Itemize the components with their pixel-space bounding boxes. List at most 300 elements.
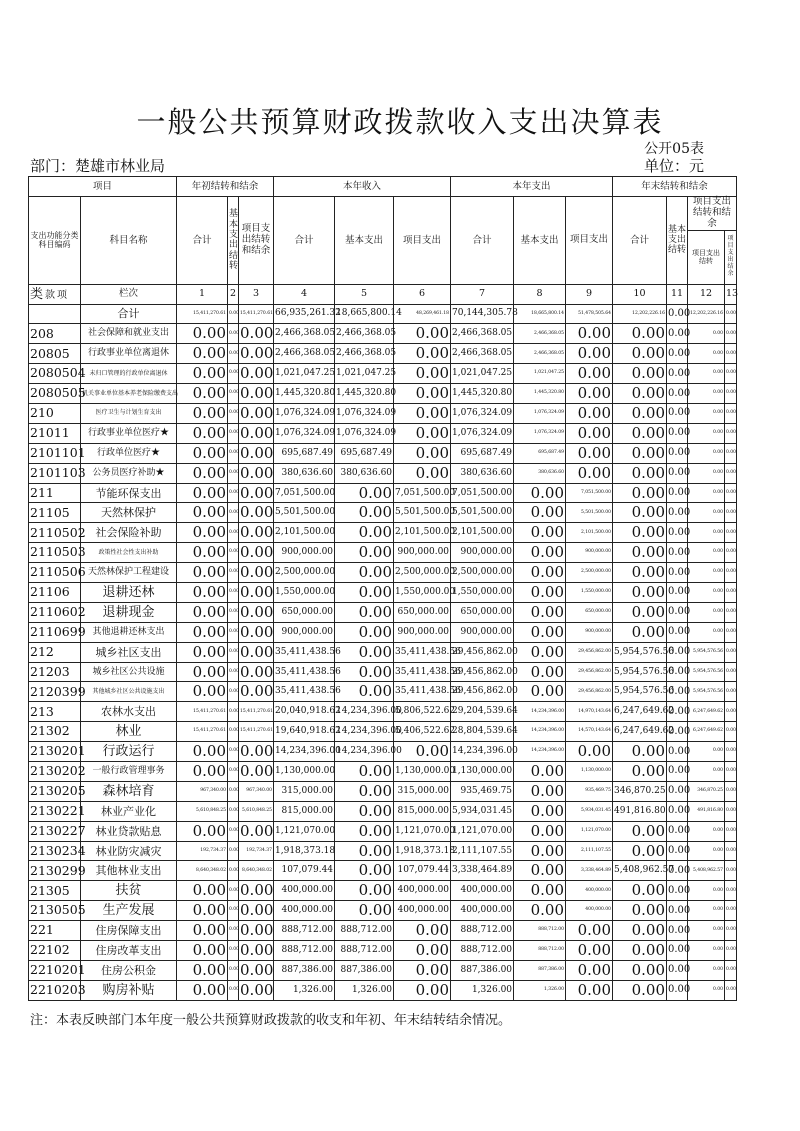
value-cell: 0.00 — [240, 563, 274, 582]
value-cell: 0.00 — [394, 921, 451, 941]
col-number: 6 — [394, 284, 451, 304]
value-cell: 0.00 — [667, 921, 688, 941]
subject-name: 行政单位医疗★ — [81, 443, 177, 463]
subject-name: 退耕现金 — [81, 602, 177, 622]
table-row — [29, 841, 737, 861]
col-number: 9 — [566, 284, 613, 304]
value-cell: 1,121,070.00 — [451, 821, 514, 841]
value-cell: 0.00 — [240, 602, 274, 621]
subject-name: 住房保障支出 — [81, 921, 177, 941]
value-cell: 0.00 — [240, 881, 274, 900]
value-cell: 0.00 — [228, 960, 239, 980]
subject-name: 行政运行 — [81, 742, 177, 762]
value-cell: 0.00 — [667, 563, 688, 583]
footnote: 注：本表反映部门本年度一般公共预算财政拨款的收支和年初、年末结转结余情况。 — [30, 1013, 512, 1028]
value-cell: 35,411,438.56 — [394, 662, 451, 682]
value-cell: 0.00 — [613, 841, 667, 861]
value-cell: 0.00 — [667, 602, 688, 622]
value-cell: 1,918,373.18 — [274, 841, 335, 861]
value-cell: 0.00 — [667, 762, 688, 782]
col-number: 5 — [335, 284, 394, 304]
value-cell: 0.00 — [177, 423, 228, 443]
table-row — [29, 702, 737, 722]
value-cell: 0.00 — [667, 781, 688, 801]
table-row — [29, 781, 737, 801]
value-cell: 0.00 — [240, 384, 274, 403]
value-cell: 0.00 — [667, 583, 688, 603]
value-cell: 0.00 — [228, 344, 239, 364]
unit-label: 单位：元 — [643, 157, 704, 175]
subject-code: 21305 — [29, 881, 81, 901]
value-cell: 0.00 — [667, 344, 688, 364]
value-cell: 0.00 — [613, 463, 667, 483]
value-cell: 5,934,031.45 — [451, 801, 514, 821]
value-cell: 0.00 — [613, 901, 667, 921]
table-row — [29, 821, 737, 841]
value-cell: 0.00 — [240, 980, 274, 999]
value-cell: 8,640,348.02 — [177, 861, 228, 881]
value-cell: 0.00 — [394, 344, 451, 364]
value-cell: 35,411,438.56 — [274, 682, 335, 702]
value-cell: 0.00 — [228, 602, 239, 622]
value-cell: 5,954,576.56 — [688, 682, 725, 702]
value-cell: 0.00 — [667, 941, 688, 961]
value-cell: 888,712.00 — [514, 941, 566, 961]
value-cell: 0.00 — [177, 742, 228, 762]
header-expenditure: 本年支出 — [451, 177, 613, 197]
value-cell: 0.00 — [240, 324, 274, 343]
value-cell: 2,466,368.05 — [451, 324, 514, 344]
value-cell: 2,101,500.00 — [394, 523, 451, 543]
value-cell: 0.00 — [335, 622, 394, 642]
value-cell: 0.00 — [394, 980, 451, 1000]
value-cell: 1,076,324.09 — [451, 423, 514, 443]
value-cell: 0.00 — [177, 543, 228, 563]
value-cell: 0.00 — [228, 781, 239, 801]
value-cell: 20,040,918.62 — [274, 702, 335, 722]
value-cell: 0.00 — [335, 801, 394, 821]
header-income-total: 合计 — [274, 196, 335, 284]
value-cell: 0.00 — [667, 463, 688, 483]
value-cell: 0.00 — [688, 384, 725, 404]
value-cell: 0.00 — [688, 364, 725, 384]
value-cell: 0.00 — [240, 423, 274, 442]
value-cell: 0.00 — [613, 324, 667, 344]
value-cell: 0.00 — [240, 960, 274, 979]
subject-code: 2080504 — [29, 364, 81, 384]
value-cell: 6,247,649.62 — [613, 702, 667, 722]
table-header — [29, 177, 737, 305]
value-cell: 15,411,270.61 — [239, 722, 274, 742]
value-cell: 0.00 — [725, 901, 737, 921]
subject-name: 行政事业单位医疗★ — [81, 423, 177, 443]
value-cell: 400,000.00 — [394, 901, 451, 921]
value-cell: 0.00 — [514, 821, 566, 841]
value-cell: 0.00 — [394, 941, 451, 961]
value-cell: 0.00 — [514, 483, 566, 503]
header-exp-project: 项目支出 — [566, 196, 613, 284]
value-cell: 0.00 — [240, 682, 274, 701]
value-cell: 0.00 — [335, 781, 394, 801]
header-levels: 类款项 — [29, 284, 81, 304]
subject-name: 天然林保护 — [81, 503, 177, 523]
table-row — [29, 801, 737, 821]
value-cell: 0.00 — [177, 941, 228, 961]
value-cell: 14,970,143.64 — [566, 702, 613, 722]
value-cell: 0.00 — [228, 622, 239, 642]
value-cell: 0.00 — [335, 821, 394, 841]
value-cell: 2,466,368.05 — [335, 324, 394, 344]
value-cell: 400,000.00 — [451, 901, 514, 921]
value-cell: 1,076,324.09 — [514, 423, 566, 443]
value-cell: 0.00 — [177, 960, 228, 980]
value-cell: 14,234,396.00 — [274, 742, 335, 762]
subject-code: 211 — [29, 483, 81, 503]
value-cell: 0.00 — [514, 781, 566, 801]
value-cell: 0.00 — [514, 662, 566, 682]
value-cell: 0.00 — [566, 921, 613, 941]
value-cell: 66,935,261.32 — [274, 304, 335, 324]
value-cell: 887,386.00 — [274, 960, 335, 980]
value-cell: 900,000.00 — [566, 543, 613, 563]
value-cell: 29,456,862.00 — [566, 682, 613, 702]
value-cell: 935,469.75 — [566, 781, 613, 801]
value-cell: 1,130,000.00 — [566, 762, 613, 782]
value-cell: 0.00 — [240, 821, 274, 840]
value-cell: 1,550,000.00 — [274, 583, 335, 603]
value-cell: 18,665,800.14 — [514, 304, 566, 324]
value-cell: 0.00 — [335, 563, 394, 583]
table-row — [29, 742, 737, 762]
col-number: 7 — [451, 284, 514, 304]
table-row — [29, 423, 737, 443]
value-cell: 70,144,305.78 — [451, 304, 514, 324]
subject-code: 2210201 — [29, 960, 81, 980]
value-cell: 0.00 — [613, 583, 667, 603]
subject-name: 社会保障和就业支出 — [81, 324, 177, 344]
value-cell: 888,712.00 — [335, 921, 394, 941]
value-cell: 0.00 — [177, 901, 228, 921]
subject-code: 2110602 — [29, 602, 81, 622]
value-cell: 900,000.00 — [451, 543, 514, 563]
value-cell: 0.00 — [228, 861, 239, 881]
subject-code: 2210203 — [29, 980, 81, 1000]
value-cell: 7,051,500.00 — [451, 483, 514, 503]
table-row — [29, 901, 737, 921]
table-row — [29, 324, 737, 344]
value-cell: 2,466,368.05 — [514, 344, 566, 364]
value-cell: 0.00 — [613, 622, 667, 642]
value-cell: 0.00 — [725, 384, 737, 404]
value-cell: 0.00 — [514, 503, 566, 523]
value-cell: 0.00 — [667, 881, 688, 901]
value-cell: 0.00 — [613, 423, 667, 443]
value-cell: 815,000.00 — [394, 801, 451, 821]
value-cell: 400,000.00 — [274, 881, 335, 901]
table-row — [29, 682, 737, 702]
subject-code: 2101103 — [29, 463, 81, 483]
value-cell: 0.00 — [335, 642, 394, 662]
value-cell: 0.00 — [725, 443, 737, 463]
value-cell: 0.00 — [725, 543, 737, 563]
value-cell: 695,687.49 — [451, 443, 514, 463]
value-cell: 0.00 — [613, 523, 667, 543]
value-cell: 695,687.49 — [335, 443, 394, 463]
value-cell: 1,021,047.25 — [335, 364, 394, 384]
value-cell: 0.00 — [177, 921, 228, 941]
header-col-index: 栏次 — [81, 284, 177, 304]
subject-name: 其他城乡社区公共设施支出 — [81, 682, 177, 702]
value-cell: 0.00 — [725, 563, 737, 583]
value-cell: 815,000.00 — [274, 801, 335, 821]
value-cell: 0.00 — [725, 304, 737, 324]
value-cell: 0.00 — [514, 682, 566, 702]
value-cell: 0.00 — [725, 762, 737, 782]
value-cell: 51,478,505.64 — [566, 304, 613, 324]
value-cell: 0.00 — [177, 583, 228, 603]
subject-code: 22102 — [29, 941, 81, 961]
subject-name: 节能环保支出 — [81, 483, 177, 503]
value-cell: 0.00 — [228, 483, 239, 503]
value-cell: 2,466,368.05 — [274, 324, 335, 344]
value-cell: 0.00 — [228, 742, 239, 762]
value-cell: 0.00 — [228, 901, 239, 921]
subject-name: 未归口管理的行政单位离退休 — [81, 364, 177, 384]
value-cell: 0.00 — [725, 722, 737, 742]
value-cell: 14,234,396.00 — [451, 742, 514, 762]
value-cell: 0.00 — [514, 861, 566, 881]
value-cell: 0.00 — [177, 821, 228, 841]
header-opening-basic: 基本支出结转 — [228, 196, 239, 284]
value-cell: 0.00 — [725, 682, 737, 702]
value-cell: 0.00 — [394, 443, 451, 463]
value-cell: 0.00 — [725, 602, 737, 622]
subject-name: 公务员医疗补助★ — [81, 463, 177, 483]
header-closing-project: 项目支出结转和结余 — [688, 196, 737, 230]
value-cell: 0.00 — [240, 483, 274, 502]
value-cell: 0.00 — [228, 662, 239, 682]
value-cell: 0.00 — [566, 443, 613, 463]
value-cell: 0.00 — [725, 941, 737, 961]
value-cell: 3,338,464.89 — [566, 861, 613, 881]
subject-code: 2130202 — [29, 762, 81, 782]
value-cell: 5,501,500.00 — [451, 503, 514, 523]
value-cell: 0.00 — [240, 582, 274, 601]
value-cell: 0.00 — [613, 543, 667, 563]
value-cell: 0.00 — [613, 881, 667, 901]
value-cell: 0.00 — [667, 821, 688, 841]
value-cell: 1,326.00 — [514, 980, 566, 1000]
subject-name: 退耕还林 — [81, 583, 177, 603]
value-cell: 5,610,848.25 — [239, 801, 274, 821]
value-cell: 1,445,320.80 — [451, 384, 514, 404]
value-cell: 0.00 — [725, 742, 737, 762]
value-cell: 0.00 — [725, 980, 737, 1000]
table-row — [29, 980, 737, 1000]
value-cell: 0.00 — [667, 901, 688, 921]
value-cell: 380,636.60 — [335, 463, 394, 483]
value-cell: 0.00 — [335, 881, 394, 901]
subject-code: 2110503 — [29, 543, 81, 563]
subject-name: 社会保险补助 — [81, 523, 177, 543]
value-cell: 0.00 — [335, 682, 394, 702]
subject-name: 天然林保护工程建设 — [81, 563, 177, 583]
value-cell: 0.00 — [725, 841, 737, 861]
value-cell: 0.00 — [725, 881, 737, 901]
value-cell: 0.00 — [177, 503, 228, 523]
value-cell: 0.00 — [688, 324, 725, 344]
value-cell: 0.00 — [514, 583, 566, 603]
value-cell: 0.00 — [335, 861, 394, 881]
value-cell: 0.00 — [688, 762, 725, 782]
value-cell: 0.00 — [240, 443, 274, 462]
value-cell: 0.00 — [613, 404, 667, 424]
value-cell: 0.00 — [335, 583, 394, 603]
value-cell: 0.00 — [177, 324, 228, 344]
value-cell: 0.00 — [335, 503, 394, 523]
value-cell: 0.00 — [566, 404, 613, 424]
value-cell: 1,121,070.00 — [394, 821, 451, 841]
subject-name: 住房公积金 — [81, 960, 177, 980]
value-cell: 0.00 — [177, 463, 228, 483]
value-cell: 0.00 — [688, 821, 725, 841]
value-cell: 192,734.37 — [177, 841, 228, 861]
value-cell: 0.00 — [394, 404, 451, 424]
value-cell: 0.00 — [566, 980, 613, 1000]
value-cell: 0.00 — [667, 503, 688, 523]
value-cell: 900,000.00 — [394, 622, 451, 642]
value-cell: 5,954,576.56 — [613, 682, 667, 702]
value-cell: 650,000.00 — [394, 602, 451, 622]
value-cell: 7,051,500.00 — [394, 483, 451, 503]
value-cell: 0.00 — [177, 980, 228, 1000]
table-row — [29, 344, 737, 364]
value-cell: 0.00 — [725, 821, 737, 841]
value-cell: 0.00 — [514, 523, 566, 543]
value-cell: 0.00 — [725, 583, 737, 603]
value-cell: 0.00 — [667, 682, 688, 702]
value-cell: 0.00 — [228, 523, 239, 543]
value-cell: 888,712.00 — [451, 921, 514, 941]
value-cell: 14,234,396.00 — [335, 702, 394, 722]
header-item: 项目 — [29, 177, 177, 197]
table-row — [29, 941, 737, 961]
value-cell: 0.00 — [240, 543, 274, 562]
value-cell: 1,130,000.00 — [451, 762, 514, 782]
value-cell: 0.00 — [688, 423, 725, 443]
subject-name: 医疗卫生与计划生育支出 — [81, 404, 177, 424]
table-row — [29, 523, 737, 543]
value-cell: 15,411,270.61 — [177, 702, 228, 722]
value-cell: 2,500,000.00 — [451, 563, 514, 583]
value-cell: 7,051,500.00 — [566, 483, 613, 503]
value-cell: 0.00 — [335, 483, 394, 503]
value-cell: 15,411,270.61 — [239, 702, 274, 722]
value-cell: 35,411,438.56 — [394, 642, 451, 662]
value-cell: 2,101,500.00 — [274, 523, 335, 543]
value-cell: 0.00 — [335, 901, 394, 921]
value-cell: 0.00 — [667, 801, 688, 821]
value-cell: 0.00 — [667, 622, 688, 642]
header-opening-project: 项目支出结转和结余 — [239, 196, 274, 284]
value-cell: 0.00 — [177, 344, 228, 364]
value-cell: 0.00 — [240, 921, 274, 940]
subject-name: 农林水支出 — [81, 702, 177, 722]
value-cell: 0.00 — [613, 980, 667, 1000]
value-cell: 0.00 — [725, 344, 737, 364]
value-cell: 0.00 — [725, 702, 737, 722]
value-cell: 0.00 — [394, 364, 451, 384]
value-cell: 0.00 — [725, 503, 737, 523]
value-cell: 0.00 — [688, 344, 725, 364]
value-cell: 0.00 — [335, 543, 394, 563]
table-row — [29, 642, 737, 662]
value-cell: 887,386.00 — [335, 960, 394, 980]
value-cell: 0.00 — [177, 762, 228, 782]
subject-code: 2130221 — [29, 801, 81, 821]
value-cell: 346,870.25 — [688, 781, 725, 801]
subject-code: 21105 — [29, 503, 81, 523]
value-cell: 1,076,324.09 — [451, 404, 514, 424]
subject-name: 生产发展 — [81, 901, 177, 921]
subject-name: 政策性社会性支出补助 — [81, 543, 177, 563]
value-cell: 0.00 — [394, 960, 451, 980]
value-cell: 0.00 — [667, 960, 688, 980]
value-cell: 0.00 — [228, 463, 239, 483]
value-cell: 900,000.00 — [394, 543, 451, 563]
value-cell: 0.00 — [688, 881, 725, 901]
value-cell: 1,021,047.25 — [514, 364, 566, 384]
value-cell: 0.00 — [228, 324, 239, 344]
value-cell: 29,456,862.00 — [451, 682, 514, 702]
subject-name: 购房补贴 — [81, 980, 177, 1000]
subject-name: 一般行政管理事务 — [81, 762, 177, 782]
value-cell: 5,408,962.57 — [613, 861, 667, 881]
value-cell: 0.00 — [228, 682, 239, 702]
value-cell: 5,806,522.62 — [394, 702, 451, 722]
value-cell: 0.00 — [228, 801, 239, 821]
subject-code: 2130227 — [29, 821, 81, 841]
value-cell: 0.00 — [566, 941, 613, 961]
header-closing: 年末结转和结余 — [613, 177, 737, 197]
value-cell: 0.00 — [228, 881, 239, 901]
value-cell: 2,111,107.55 — [451, 841, 514, 861]
value-cell: 5,934,031.45 — [566, 801, 613, 821]
value-cell: 5,501,500.00 — [394, 503, 451, 523]
value-cell: 2,500,000.00 — [566, 563, 613, 583]
value-cell: 0.00 — [688, 503, 725, 523]
total-row — [29, 304, 737, 324]
value-cell: 0.00 — [667, 304, 688, 324]
value-cell: 0.00 — [613, 563, 667, 583]
value-cell: 0.00 — [394, 742, 451, 762]
value-cell: 1,326.00 — [451, 980, 514, 1000]
value-cell: 0.00 — [240, 622, 274, 641]
value-cell: 0.00 — [688, 960, 725, 980]
value-cell: 0.00 — [566, 742, 613, 762]
value-cell: 695,687.49 — [274, 443, 335, 463]
value-cell: 0.00 — [228, 384, 239, 404]
header-closing-project-balance: 项目支出结余 — [725, 230, 737, 284]
value-cell: 315,000.00 — [274, 781, 335, 801]
value-cell: 0.00 — [688, 901, 725, 921]
subject-code: 210 — [29, 404, 81, 424]
subject-code: 21011 — [29, 423, 81, 443]
value-cell: 19,640,918.62 — [274, 722, 335, 742]
header-exp-total: 合计 — [451, 196, 514, 284]
value-cell: 0.00 — [688, 622, 725, 642]
value-cell: 0.00 — [228, 543, 239, 563]
